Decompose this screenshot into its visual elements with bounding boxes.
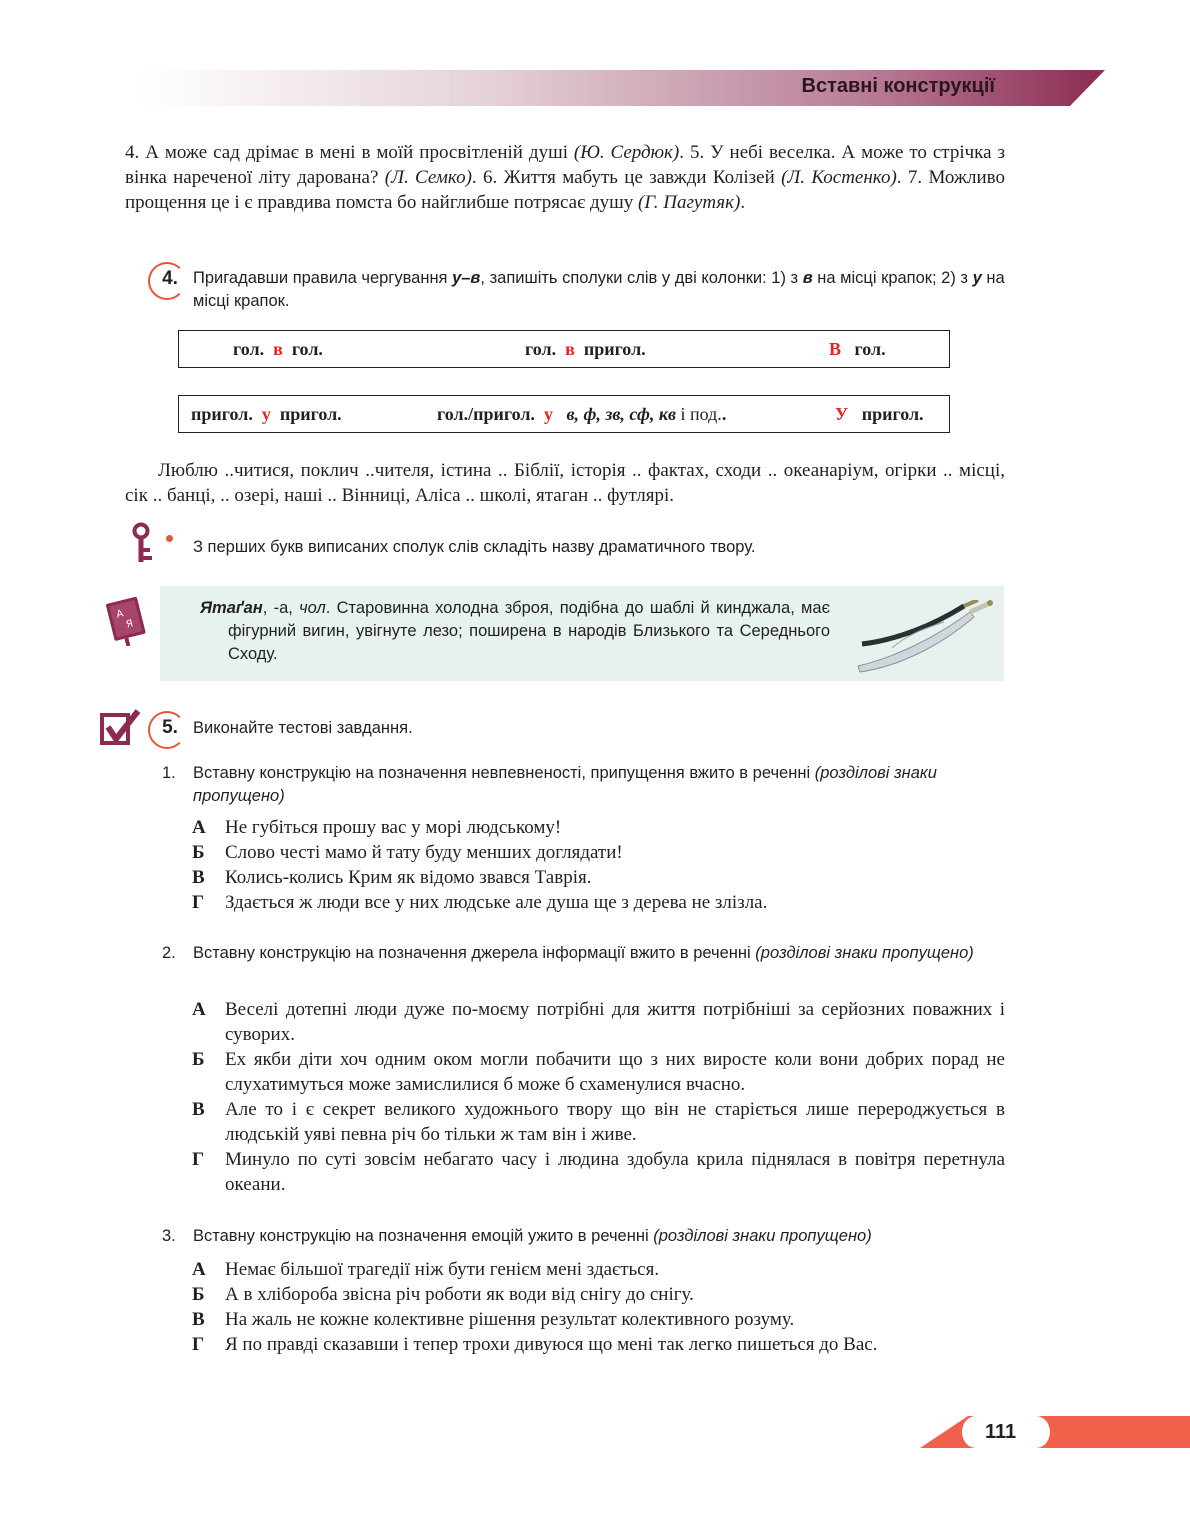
task-4-text-2: , запишіть сполуки слів у дві колонки: 1) з — [480, 269, 803, 287]
checkmark-icon — [100, 709, 142, 747]
exercise-text: Люблю ..читися, поклич ..чителя, істина .. Біблії, історія .. фактах, сходи .. океанаріум, огірки .. місці, сік .. банці, .. озері, наші .. Вінниці, Аліса .. школі, ятаган .. футлярі. — [125, 460, 1005, 506]
question-3-note: (розділові знаки пропущено) — [653, 1227, 872, 1245]
rule-v-3 — [829, 339, 886, 360]
author-7: (Г. Пагутяк) — [638, 192, 741, 213]
question-2-note: (розділові знаки пропущено) — [755, 944, 974, 962]
task-4-text-4: на місці крапок. — [193, 269, 1005, 310]
yatagan-image — [852, 600, 997, 680]
option-text: Але то і є секрет великого художнього твору що він не старіється лише перероджується в людській уяві певна річ бо тільки ж там він і живе. — [225, 1099, 1005, 1145]
rule-v-2-letter: в — [565, 339, 575, 359]
rule-u-2-tail: і под. — [676, 404, 722, 424]
rule-v-1-letter: в — [273, 339, 283, 359]
option[interactable] — [192, 1282, 1005, 1307]
key-task-text: З перших букв виписаних сполук слів складіть назву драматичного твору. — [193, 538, 756, 556]
rule-box-v — [178, 330, 950, 368]
option-letter: Б — [192, 842, 205, 863]
svg-text:А: А — [115, 608, 125, 621]
gloss-pos: чол — [299, 599, 326, 617]
rule-v-2 — [525, 339, 646, 360]
option-letter: Г — [192, 892, 205, 913]
question-2-options — [192, 997, 1005, 1197]
question-3-stem — [162, 1225, 1007, 1248]
dictionary-icon — [100, 594, 150, 646]
intro-paragraph — [125, 140, 1005, 215]
option[interactable] — [192, 815, 1005, 840]
task-5-number: 5. — [162, 717, 178, 738]
question-1-note: (розділові знаки пропущено) — [193, 764, 937, 805]
rule-u-2-letters: в, ф, зв, сф, кв — [566, 404, 677, 424]
option[interactable] — [192, 1147, 1005, 1197]
option-text: А в хлібороба звісна річ роботи як води від снігу до снігу. — [225, 1284, 694, 1305]
option-text: Ех якби діти хоч одним оком могли побачити що з них виросте коли вони добрих порад не слухатимуться може замислилися б може б схаменулися вчасно. — [225, 1049, 1005, 1095]
rule-u-1-post: пригол. — [279, 404, 342, 424]
task-4-bold-3: у — [972, 269, 982, 287]
bullet-dot — [166, 535, 173, 542]
rule-v-1-post: гол. — [291, 339, 323, 359]
option-letter: В — [192, 867, 205, 888]
page-number-band — [920, 1416, 1190, 1448]
option[interactable] — [192, 1307, 1005, 1332]
question-1-text: Вставну конструкцію на позначення невпевненості, припущення вжито в реченні — [193, 764, 811, 782]
option[interactable] — [192, 1257, 1005, 1282]
rule-u-1-pre: пригол. — [191, 404, 253, 424]
option-letter: Г — [192, 1149, 205, 1170]
option[interactable] — [192, 890, 1005, 915]
question-3-options — [192, 1257, 1005, 1357]
rule-box-u — [178, 395, 950, 433]
option[interactable] — [192, 865, 1005, 890]
sentence-7: . 7. Можливо прощення це і є правдива помста бо найглибше потрясає душу — [125, 167, 1006, 213]
option[interactable] — [192, 1097, 1005, 1147]
author-5: (Л. Семко) — [384, 167, 472, 188]
option-text: Минуло по суті зовсім небагато часу і людина здобула крила піднялася в повітря перетнула океани. — [225, 1149, 1005, 1195]
key-icon — [132, 522, 156, 566]
sentence-6: . 6. Життя мабуть це завжди Колізей — [471, 167, 775, 188]
option-letter: А — [192, 1259, 206, 1280]
task-4-text-1: Пригадавши правила чергування — [193, 269, 453, 287]
option[interactable] — [192, 840, 1005, 865]
svg-text:Я: Я — [125, 618, 135, 631]
rule-v-1 — [233, 339, 323, 360]
option-text: Не губіться прошу вас у морі людському! — [225, 817, 562, 838]
rule-v-2-post: пригол. — [583, 339, 646, 359]
gloss-meaning: . Старовинна холодна зброя, подібна до шаблі й кинджала, має фігурний вигин, увігнуте лезо; поширена в народів Близького та Середнього Сходу. — [228, 599, 830, 663]
rule-v-2-pre: гол. — [525, 339, 557, 359]
author-6: (Л. Костенко) — [781, 167, 897, 188]
question-3-text: Вставну конструкцію на позначення емоцій ужито в реченні — [193, 1227, 649, 1245]
rule-u-2: гол./пригол. у в, ф, зв, сф, кв і под.. — [437, 404, 727, 424]
rule-u-3 — [835, 404, 924, 425]
rule-u-3-post: пригол. — [861, 404, 924, 424]
question-1-options — [192, 815, 1005, 915]
rule-u-1-letter: у — [261, 404, 271, 424]
option-letter: Б — [192, 1284, 205, 1305]
gloss-definition — [200, 597, 830, 666]
option[interactable] — [192, 1047, 1005, 1097]
option-text: Немає більшої трагедії ніж бути генієм мені здається. — [225, 1259, 660, 1280]
rule-u-3-letter: У — [835, 404, 849, 424]
sentence-4: 4. А може сад дрімає в мені в моїй просвітленій душі — [125, 142, 568, 163]
option-text: Здається ж люди все у них людське але душа ще з дерева не злізла. — [225, 892, 768, 913]
question-2-stem — [162, 942, 1007, 965]
question-1-number: 1. — [162, 764, 176, 782]
option-text: Веселі дотепні люди дуже по-моєму потрібні для життя потрібніші за серйозних поважних і суворих. — [225, 999, 1005, 1045]
option-text: Слово честі мамо й тату буду менших доглядати! — [225, 842, 623, 863]
task-5-title: Виконайте тестові завдання. — [193, 719, 413, 737]
task-4-instruction — [193, 267, 1005, 313]
option-text: Колись-колись Крим як відомо звався Таврія. — [225, 867, 592, 888]
option-letter: В — [192, 1309, 205, 1330]
task-4-bold-1: у–в — [452, 269, 481, 287]
task-4-text-3: на місці крапок; 2) з — [812, 269, 973, 287]
question-3-number: 3. — [162, 1227, 176, 1245]
option-letter: В — [192, 1099, 205, 1120]
option-text: Я по правді сказавши і тепер трохи дивуюся що мені так легко пишеться до Вас. — [225, 1334, 878, 1355]
rule-v-1-pre: гол. — [233, 339, 265, 359]
rule-u-1 — [191, 404, 342, 425]
task-4-number: 4. — [162, 268, 178, 289]
author-4: (Ю. Сердюк) — [573, 142, 680, 163]
sentence-5: . 5. У небі веселка. А може то стрічка з вінка нареченої літу дарована? — [125, 142, 1005, 188]
gloss-grammar: , -а, — [262, 599, 300, 617]
option[interactable] — [192, 997, 1005, 1047]
task-4-bold-2: в — [802, 269, 813, 287]
option-letter: А — [192, 817, 206, 838]
rule-v-3-post: гол. — [854, 339, 886, 359]
option-letter: А — [192, 999, 206, 1020]
option[interactable] — [192, 1332, 1005, 1357]
question-1-stem — [162, 762, 1007, 808]
section-title: Вставні конструкції — [801, 75, 995, 97]
option-letter: Б — [192, 1049, 205, 1070]
rule-u-2-pre: гол./пригол. — [437, 404, 535, 424]
gloss-word: Ятаґан — [200, 599, 263, 617]
page-number: 111 — [985, 1421, 1017, 1443]
option-text: На жаль не кожне колективне рішення результат колективного розуму. — [225, 1309, 795, 1330]
intro-end: . — [740, 192, 746, 213]
rule-u-2-letter: у — [543, 404, 553, 424]
question-2-text: Вставну конструкцію на позначення джерела інформації вжито в реченні — [193, 944, 751, 962]
option-letter: Г — [192, 1334, 205, 1355]
rule-v-3-letter: В — [829, 339, 842, 359]
question-2-number: 2. — [162, 944, 176, 962]
